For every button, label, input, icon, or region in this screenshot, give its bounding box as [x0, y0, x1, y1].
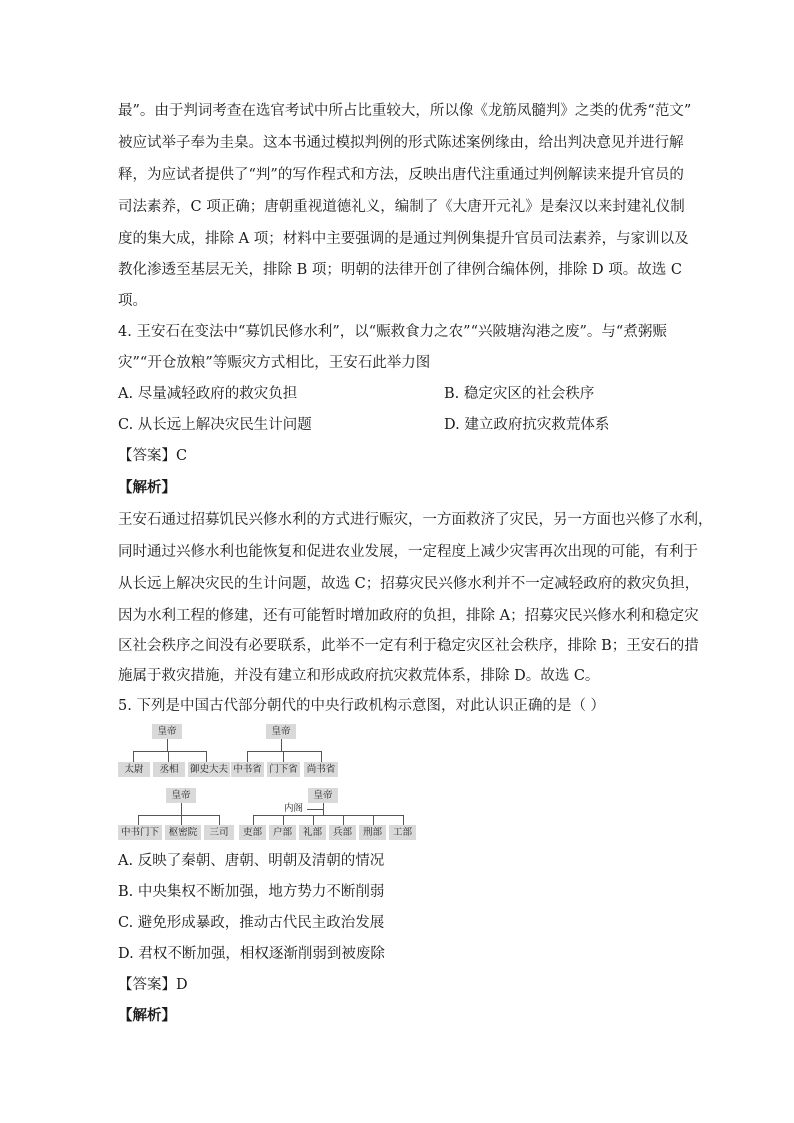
connector-line: [206, 751, 207, 762]
analysis-line: 同时通过兴修水利也能恢复和促进农业发展，一定程度上减少灾害再次出现的可能，有利于: [118, 544, 698, 560]
question-5-analysis-heading: 【解析】: [118, 1007, 176, 1024]
connector-line: [283, 815, 284, 825]
analysis-line: 区社会秩序之间没有必要联系，此举不一定有利于稳定灾区社会秩序，排除 B；王安石的措: [118, 638, 699, 654]
question-5-answer: 【答案】D: [118, 977, 188, 993]
paragraph-line: 被应试举子奉为圭臬。这本书通过模拟判例的形式陈述案例缘由，给出判决意见并进行解: [118, 135, 684, 151]
connector-line: [403, 815, 404, 825]
connector-line: [168, 751, 169, 762]
paragraph-line: 司法素养，C 项正确；唐朝重视道德礼义，编制了《大唐开元礼》是秦汉以来封建礼仪制: [118, 199, 685, 215]
connector-line: [313, 815, 314, 825]
paragraph-line: 释，为应试者提供了“判”的写作程式和方法，反映出唐代注重通过判例解读来提升官员的: [118, 167, 684, 183]
question-4-stem: 4. 王安石在变法中“募饥民修水利”，以“赈救食力之农”“兴陂塘沟港之废”。与“煮粥赈: [118, 324, 667, 340]
connector-line: [219, 815, 220, 825]
paragraph-line: 最”。由于判词考查在选官考试中所占比重较大，所以像《龙筋凤髓判》之类的优秀“范文”: [118, 103, 692, 119]
connector-line: [321, 751, 322, 762]
connector-line: [307, 809, 323, 810]
connector-line: [247, 751, 248, 762]
d4-sub-box: 刑部: [359, 825, 386, 840]
connector-line: [181, 815, 182, 825]
d1-emperor-box: 皇帝: [152, 724, 182, 739]
connector-line: [247, 751, 321, 752]
d3-sub-box: 中书门下: [118, 825, 162, 840]
d1-sub-box: 丞相: [153, 762, 185, 777]
d4-sub-box: 工部: [389, 825, 416, 840]
connector-line: [373, 815, 374, 825]
d3-sub-box: 枢密院: [165, 825, 201, 840]
d1-sub-box: 御史大夫: [189, 764, 228, 775]
paragraph-line: 项。: [118, 293, 147, 309]
d2-sub-box: 门下省: [267, 762, 300, 777]
d4-sub-box: 吏部: [239, 825, 266, 840]
analysis-line: 施属于救灾措施，并没有建立和形成政府抗灾救荒体系，排除 D。故选 C。: [118, 668, 600, 684]
question-5-option-c: C. 避免形成暴政，推动古代民主政治发展: [118, 915, 385, 931]
question-5-stem: 5. 下列是中国古代部分朝代的中央行政机构示意图，对此认识正确的是（ ）: [118, 698, 606, 714]
analysis-line: 王安石通过招募饥民兴修水利的方式进行赈灾，一方面救济了灾民，另一方面也兴修了水利，: [118, 512, 713, 528]
question-4-answer: 【答案】C: [118, 448, 188, 464]
paragraph-line: 度的集大成，排除 A 项；材料中主要强调的是通过判例集提升官员司法素养，与家训以及: [118, 231, 689, 247]
question-4-option-c: C. 从长远上解决灾民生计问题: [118, 417, 312, 433]
d4-sub-box: 户部: [269, 825, 296, 840]
paragraph-line: 教化渗透至基层无关，排除 B 项；明朝的法律开创了律例合编体例，排除 D 项。故选 C: [118, 262, 682, 278]
d1-sub-box: 太尉: [118, 762, 150, 777]
central-government-diagram: [118, 720, 418, 844]
connector-line: [253, 815, 403, 816]
question-4-stem: 灾”“开仓放粮”等赈灾方式相比，王安石此举力图: [118, 355, 431, 371]
connector-line: [323, 803, 324, 815]
d4-emperor-box: 皇帝: [308, 788, 338, 803]
analysis-line: 从长远上解决灾民的生计问题，故选 C；招募灾民兴修水利并不一定减轻政府的救灾负担，: [118, 576, 700, 592]
d2-sub-box: 中书省: [231, 762, 264, 777]
d3-sub-box: 三司: [204, 825, 234, 840]
connector-line: [133, 751, 134, 762]
connector-line: [281, 739, 282, 751]
question-5-option-b: B. 中央集权不断加强，地方势力不断削弱: [118, 884, 385, 900]
d2-emperor-box: 皇帝: [266, 724, 296, 739]
d4-sub-box: 兵部: [329, 825, 356, 840]
analysis-line: 因为水利工程的修建，还有可能暂时增加政府的负担，排除 A；招募灾民兴修水利和稳定灾: [118, 608, 699, 624]
connector-line: [283, 751, 284, 762]
d4-cabinet-label: 内阁: [284, 803, 304, 814]
d4-sub-box: 礼部: [299, 825, 326, 840]
question-4-option-a: A. 尽量减轻政府的救灾负担: [118, 386, 298, 402]
connector-line: [181, 803, 182, 815]
question-4-option-b: B. 稳定灾区的社会秩序: [444, 386, 595, 402]
connector-line: [167, 739, 168, 751]
connector-line: [133, 751, 206, 752]
question-5-option-a: A. 反映了秦朝、唐朝、明朝及清朝的情况: [118, 853, 385, 869]
d3-emperor-box: 皇帝: [166, 788, 196, 803]
question-5-option-d: D. 君权不断加强，相权逐渐削弱到被废除: [118, 946, 385, 962]
connector-line: [253, 815, 254, 825]
d2-sub-box: 尚书省: [304, 762, 338, 777]
connector-line: [138, 815, 219, 816]
connector-line: [343, 815, 344, 825]
connector-line: [138, 815, 139, 825]
question-4-analysis-heading: 【解析】: [118, 479, 176, 496]
question-4-option-d: D. 建立政府抗灾救荒体系: [444, 417, 610, 433]
